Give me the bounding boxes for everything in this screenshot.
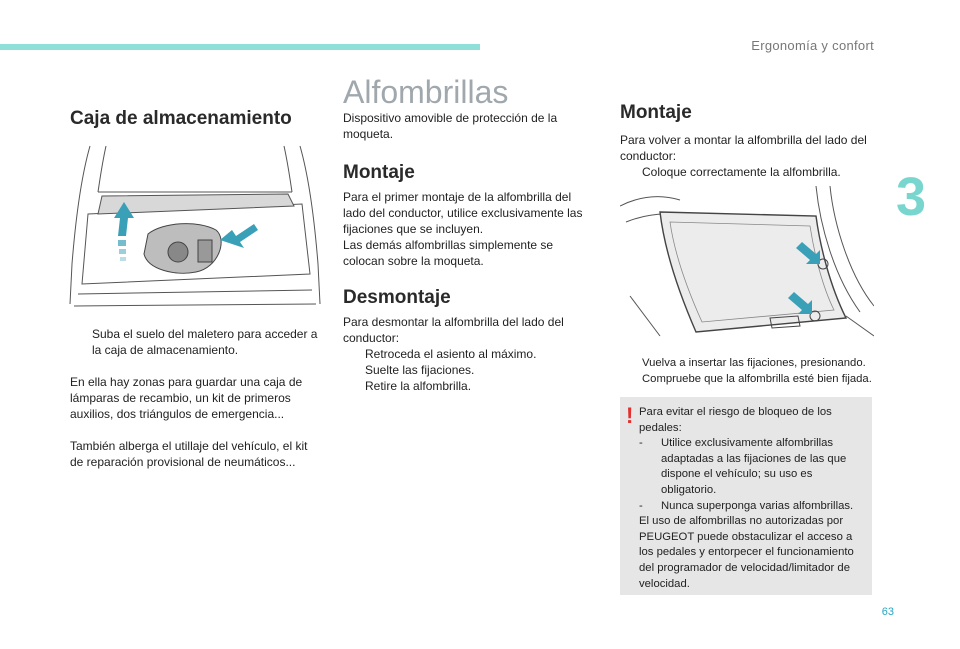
montaje-text: Para el primer montaje de la alfombrilla del lado del conductor, utilice exclusivamente las fijaciones que se incluyen. bbox=[343, 190, 583, 236]
step-item bbox=[343, 362, 591, 378]
bullet-marker bbox=[620, 371, 642, 387]
step-text: Retroceda el asiento al máximo. bbox=[365, 347, 537, 361]
running-title: Ergonomía y confort bbox=[751, 38, 874, 53]
step-text: Coloque correctamente la alfombrilla. bbox=[642, 165, 841, 179]
right-intro: Para volver a montar la alfombrilla del lado del conductor: bbox=[620, 133, 867, 163]
step-text: Compruebe que la alfombrilla esté bien fijada. bbox=[642, 373, 872, 385]
desmontaje-intro: Para desmontar la alfombrilla del lado del conductor: bbox=[343, 315, 564, 345]
page-number: 63 bbox=[881, 606, 894, 618]
right-steps bbox=[620, 355, 880, 387]
warning-item-text: Utilice exclusivamente alfombrillas adaptadas a las fijaciones de las que dispone el vehículo; su uso es obligatorio. bbox=[661, 437, 847, 496]
left-text bbox=[70, 326, 322, 470]
step-item bbox=[620, 355, 880, 371]
dash-marker: - bbox=[639, 437, 643, 450]
intro-text: Dispositivo amovible de protección de la moqueta. bbox=[343, 111, 558, 141]
dash-marker: - bbox=[639, 499, 643, 512]
trunk-illustration bbox=[68, 144, 322, 316]
bullet-marker bbox=[70, 326, 92, 358]
montaje-heading-right: Montaje bbox=[620, 102, 692, 123]
step-item bbox=[343, 378, 591, 394]
warning-text bbox=[639, 405, 867, 592]
bullet-marker bbox=[620, 355, 642, 371]
montaje-text-2: Las demás alfombrillas simplemente se colocan sobre la moqueta. bbox=[343, 238, 554, 268]
step-item bbox=[620, 371, 880, 387]
chapter-number: 3 bbox=[896, 167, 927, 227]
paragraph: También alberga el utillaje del vehículo, el kit de reparación provisional de neumáticos... bbox=[70, 439, 308, 469]
step-item bbox=[343, 346, 591, 362]
exclamation-icon: ! bbox=[626, 403, 634, 428]
warning-intro: Para evitar el riesgo de bloqueo de los pedales: bbox=[639, 406, 832, 434]
bullet-marker bbox=[343, 346, 365, 362]
bullet-marker bbox=[343, 378, 365, 394]
step-text: Vuelva a insertar las fijaciones, presionando. bbox=[642, 357, 866, 369]
desmontaje-heading: Desmontaje bbox=[343, 287, 451, 308]
paragraph: En ella hay zonas para guardar una caja de lámparas de recambio, un kit de primeros auxilios, dos triángulos de emergencia... bbox=[70, 375, 303, 421]
right-column-top bbox=[620, 102, 875, 180]
step-text: Suelte las fijaciones. bbox=[365, 363, 475, 377]
step-item bbox=[620, 164, 875, 180]
step-text: Retire la alfombrilla. bbox=[365, 379, 472, 393]
bullet-marker bbox=[343, 362, 365, 378]
storage-heading: Caja de almacenamiento bbox=[70, 108, 292, 129]
left-heading-block bbox=[70, 108, 320, 130]
warning-item bbox=[639, 436, 867, 498]
bullet-marker bbox=[620, 164, 642, 180]
bullet-item bbox=[70, 326, 322, 358]
warning-item bbox=[639, 499, 867, 515]
bullet-text: Suba el suelo del maletero para acceder a la caja de almacenamiento. bbox=[92, 327, 318, 357]
warning-item-text: Nunca superponga varias alfombrillas. bbox=[661, 499, 854, 512]
warning-outro: El uso de alfombrillas no autorizadas por PEUGEOT puede obstaculizar el acceso a los pedales y entorpecer el funcionamiento del programador de velocidad/limitador de velocidad. bbox=[639, 515, 854, 590]
middle-column bbox=[343, 74, 591, 394]
accent-bar bbox=[0, 44, 480, 50]
floor-mat-illustration bbox=[620, 186, 874, 342]
section-title: Alfombrillas bbox=[343, 74, 509, 110]
warning-box bbox=[620, 397, 872, 595]
montaje-heading: Montaje bbox=[343, 162, 415, 183]
